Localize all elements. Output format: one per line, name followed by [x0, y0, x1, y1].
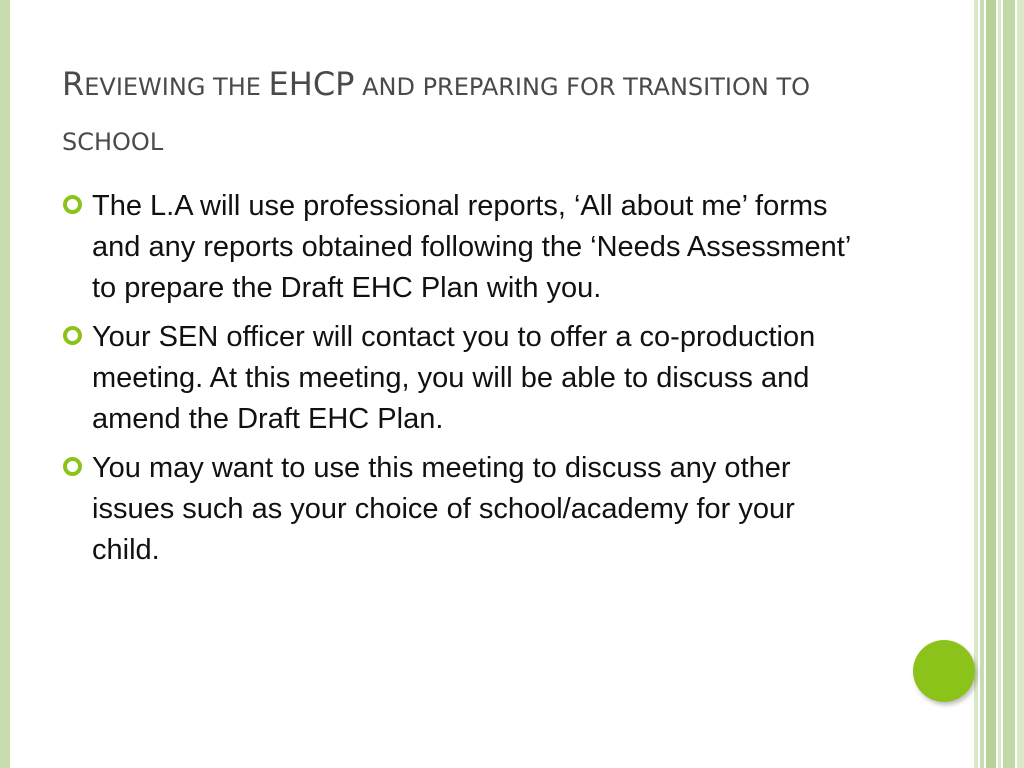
title-segment: EVIEWING THE: [84, 73, 269, 101]
green-circle-decoration: [913, 640, 975, 702]
ring-bullet-icon: [63, 326, 82, 345]
decorative-stripe: [998, 0, 1001, 768]
bullet-item: [60, 186, 860, 309]
slide-title: [62, 58, 902, 171]
decorative-stripe: [1017, 0, 1024, 768]
decorative-stripe: [974, 0, 978, 768]
ring-bullet-icon: [63, 195, 82, 214]
bullet-list: [60, 186, 860, 579]
bullet-text: You may want to use this meeting to discuss any other issues such as your choice of school/academy for your child.: [92, 452, 795, 566]
bullet-item: [60, 448, 860, 571]
title-segment: R: [62, 65, 85, 103]
ring-bullet-icon: [63, 457, 82, 476]
decorative-stripe: [986, 0, 996, 768]
right-decorative-stripes: [974, 0, 1024, 768]
left-border-strip: [0, 0, 10, 768]
title-segment: AND PREPARING FOR TRANSITION TO SCHOOL: [62, 73, 810, 156]
decorative-stripe: [1003, 0, 1015, 768]
decorative-stripe: [980, 0, 984, 768]
bullet-text: The L.A will use professional reports, ‘All about me’ forms and any reports obtained following the ‘Needs Assessment’ to prepare the Draft EHC Plan with you.: [92, 190, 851, 304]
title-segment: EHCP: [268, 65, 355, 103]
bullet-text: Your SEN officer will contact you to offer a co-production meeting. At this meeting, you will be able to discuss and amend the Draft EHC Plan.: [92, 321, 816, 435]
bullet-item: [60, 317, 860, 440]
